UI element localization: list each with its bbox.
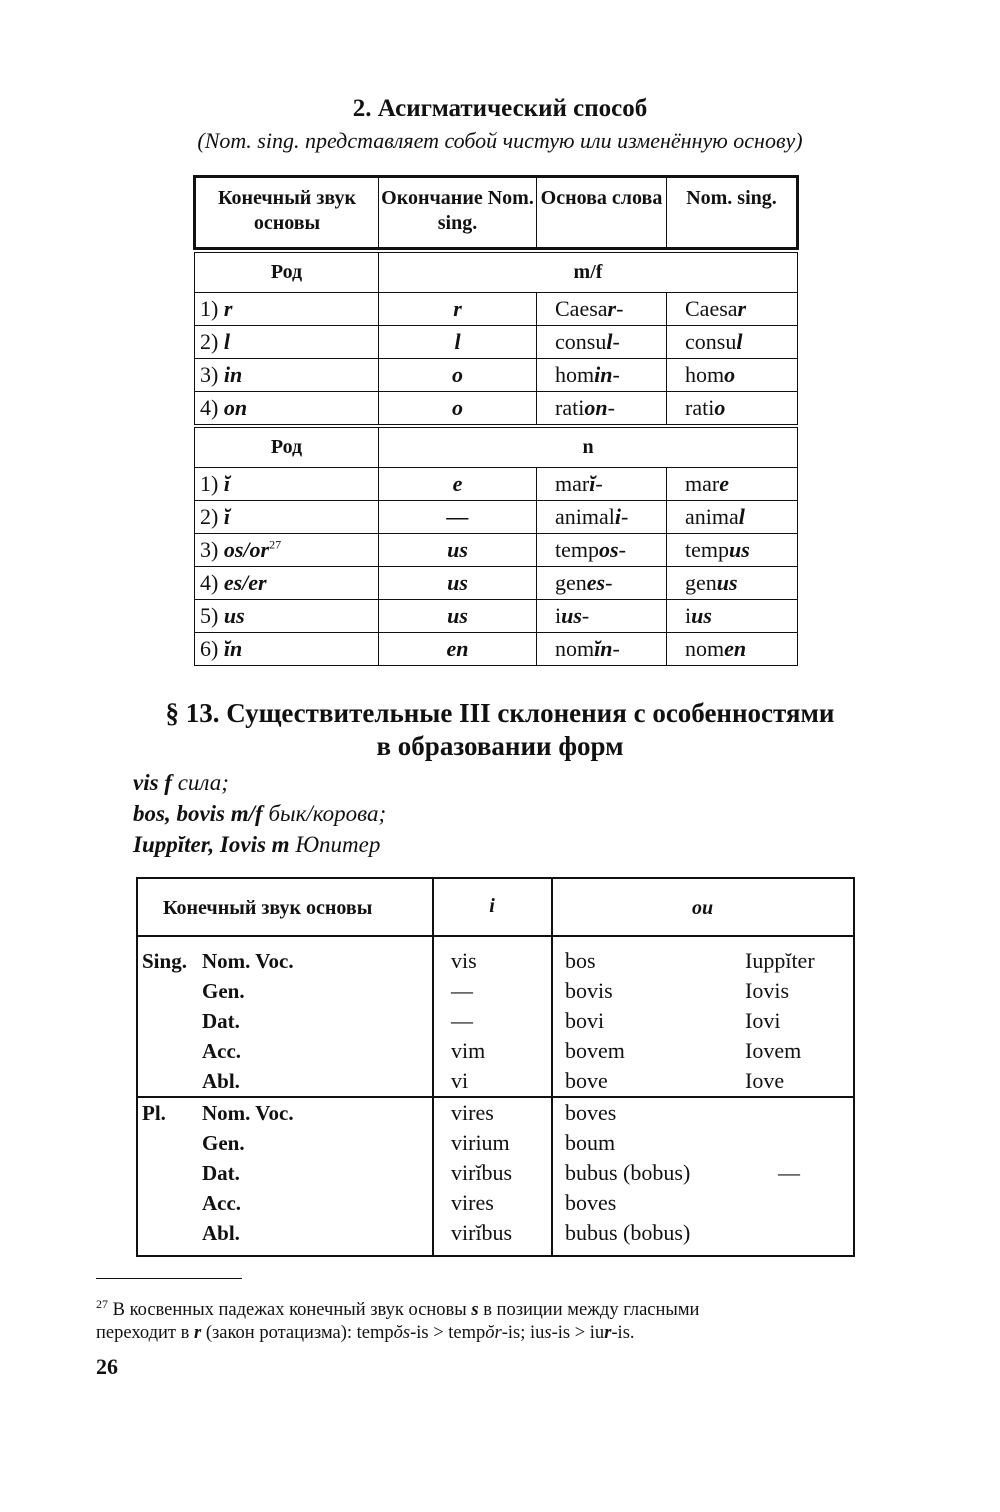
stem-hyphen: - — [612, 362, 620, 387]
row-number: 1) — [200, 296, 224, 321]
footnote-emph: ŏs — [393, 1323, 411, 1343]
form-bos: bubus (bobus) — [565, 1160, 691, 1185]
form-bos: bubus (bobus) — [565, 1220, 691, 1245]
form-i: vires — [451, 1100, 494, 1125]
stem-highlight: ĭn — [594, 636, 613, 661]
table2-header-stem-sound: Конечный звук основы — [163, 897, 373, 919]
nom-text: i — [685, 603, 692, 628]
example-line — [133, 801, 386, 827]
word-stem-cell — [537, 600, 667, 633]
stem-sound: ĭn — [223, 636, 243, 661]
case-label: Dat. — [202, 1161, 240, 1185]
nom-text: gen — [685, 570, 717, 595]
nom-text: temp — [685, 537, 729, 562]
stem-sound-cell — [195, 359, 379, 392]
nom-text: nom — [685, 636, 725, 661]
case-label: Abl. — [202, 1221, 240, 1245]
nom-sing-cell — [667, 293, 798, 326]
stem-hyphen: - — [605, 570, 613, 595]
header-ending: Окончание Nom. sing. — [379, 177, 537, 249]
footnote-emph: ŏr — [485, 1323, 502, 1343]
stem-text: Caesa — [555, 296, 608, 321]
stem-sound: us — [223, 603, 245, 628]
row-number: 3) — [200, 362, 224, 387]
table-row — [195, 534, 798, 567]
footnote-emph: r — [604, 1323, 612, 1343]
form-i: — — [451, 1008, 473, 1033]
table-row — [195, 567, 798, 600]
table-row — [195, 293, 798, 326]
footnote-emph: r — [193, 1323, 202, 1343]
section-13-title-line2: в образовании форм — [376, 731, 624, 761]
stem-highlight: on — [584, 395, 608, 420]
stem-sound-cell — [195, 501, 379, 534]
ending-cell: — — [379, 501, 537, 534]
form-i: vis — [451, 948, 477, 973]
footnote-text: -is. — [611, 1323, 635, 1343]
stem-text: mar — [555, 471, 590, 496]
form-i: vi — [451, 1068, 469, 1093]
section-title: 2. Асигматический способ — [352, 95, 648, 122]
nom-sing-cell — [667, 326, 798, 359]
word-stem-cell — [537, 326, 667, 359]
stem-hyphen: - — [612, 329, 620, 354]
gender-row — [195, 253, 798, 293]
header-word-stem: Основа слова — [537, 177, 667, 249]
stem-sound-cell — [195, 534, 379, 567]
nom-text: hom — [685, 362, 725, 387]
form-i: virium — [451, 1130, 510, 1155]
form-i: vires — [451, 1190, 494, 1215]
nom-text: Caesa — [685, 296, 738, 321]
nom-sing-cell — [667, 501, 798, 534]
table-row — [195, 359, 798, 392]
stem-sound-cell — [195, 633, 379, 666]
table-row — [195, 501, 798, 534]
footnote-text: -is > temp — [410, 1323, 486, 1343]
word-stem-cell — [537, 501, 667, 534]
stem-sound-cell — [195, 392, 379, 425]
case-label: Acc. — [202, 1191, 242, 1215]
stem-hyphen: - — [612, 636, 620, 661]
word-stem-cell — [537, 359, 667, 392]
ending-cell: l — [379, 326, 537, 359]
stem-hyphen: - — [616, 296, 624, 321]
stem-highlight: i — [614, 504, 621, 529]
word-stem-cell — [537, 534, 667, 567]
case-label: Acc. — [202, 1039, 242, 1063]
gender-label: Род — [195, 253, 379, 293]
stem-sound-cell — [195, 326, 379, 359]
ending-cell: en — [379, 633, 537, 666]
nom-sing-cell — [667, 359, 798, 392]
table-row — [195, 633, 798, 666]
gender-value: n — [379, 428, 798, 468]
nom-sing-cell — [667, 534, 798, 567]
footnote-text: -is; iu — [501, 1323, 545, 1343]
case-label: Dat. — [202, 1009, 240, 1033]
word-stem-cell — [537, 392, 667, 425]
table-row — [195, 600, 798, 633]
stem-sound: in — [223, 362, 243, 387]
gender-value: m/f — [379, 253, 798, 293]
column-divider — [551, 877, 553, 1255]
row-number: 4) — [200, 395, 224, 420]
footnote-rule — [96, 1278, 242, 1279]
row-number: 1) — [200, 471, 224, 496]
nom-highlight: l — [738, 504, 745, 529]
stem-highlight: in — [594, 362, 613, 387]
word-stem-cell — [537, 633, 667, 666]
stem-highlight: es — [586, 570, 606, 595]
table-row — [195, 468, 798, 501]
stem-highlight: l — [606, 329, 613, 354]
form-iuppiter: Iovi — [745, 1008, 781, 1033]
case-label: Nom. Voc. — [202, 1101, 294, 1125]
nom-sing-cell — [667, 392, 798, 425]
form-i: virĭbus — [451, 1160, 513, 1185]
nom-highlight: e — [719, 471, 729, 496]
form-iuppiter: Iuppĭter — [745, 948, 815, 973]
example-word: Iuppĭter, Iovis m — [133, 832, 290, 857]
stem-text: nom — [555, 636, 595, 661]
footnote-ref: 27 — [269, 537, 282, 552]
word-stem-cell — [537, 468, 667, 501]
word-stem-cell — [537, 567, 667, 600]
footnote-marker: 27 — [96, 1297, 108, 1311]
stem-hyphen: - — [607, 395, 615, 420]
footnote-text: -is > iu — [551, 1323, 605, 1343]
stem-sound: ĭ — [223, 471, 230, 496]
stem-sound: ĭ — [223, 504, 230, 529]
stem-sound: r — [223, 296, 233, 321]
nom-text: mar — [685, 471, 720, 496]
example-word: vis f — [133, 770, 172, 795]
header-stem-sound: Конечный звук основы — [195, 177, 379, 249]
stem-text: hom — [555, 362, 595, 387]
form-bos: bos — [565, 948, 596, 973]
footnote-text: (закон ротацизма): temp — [201, 1323, 394, 1343]
nom-highlight: o — [714, 395, 726, 420]
example-translation: сила; — [171, 770, 229, 795]
nom-text: anima — [685, 504, 739, 529]
form-bos: bovem — [565, 1038, 625, 1063]
case-label: Gen. — [202, 1131, 245, 1155]
nom-highlight: o — [724, 362, 736, 387]
form-bos: boum — [565, 1130, 616, 1155]
row-number: 5) — [200, 603, 224, 628]
nom-sing-cell — [667, 468, 798, 501]
header-nom-sing: Nom. sing. — [667, 177, 798, 249]
ending-cell: e — [379, 468, 537, 501]
table-header-row — [195, 177, 798, 249]
nom-highlight: us — [691, 603, 712, 628]
example-line — [133, 770, 229, 796]
form-iuppiter-empty: — — [778, 1160, 800, 1185]
header-divider — [136, 935, 853, 937]
nom-highlight: en — [724, 636, 747, 661]
stem-text: gen — [555, 570, 587, 595]
example-translation: бык/корова; — [262, 801, 387, 826]
row-number: 3) — [200, 537, 224, 562]
asigmatic-table — [193, 175, 799, 666]
row-number: 2) — [200, 504, 224, 529]
form-bos: bove — [565, 1068, 608, 1093]
stem-highlight: us — [561, 603, 582, 628]
nom-highlight: us — [716, 570, 738, 595]
footnote-line2 — [96, 1319, 956, 1348]
stem-text: temp — [555, 537, 599, 562]
stem-sound-cell — [195, 293, 379, 326]
column-divider — [432, 877, 434, 1255]
footnote-emph: s — [471, 1300, 479, 1321]
form-iuppiter: Iovis — [745, 978, 789, 1003]
example-translation: Юпитер — [289, 832, 381, 857]
ending-cell: o — [379, 359, 537, 392]
row-number: 4) — [200, 570, 224, 595]
section-subtitle: (Nom. sing. представляет собой чистую или изменённую основу) — [197, 128, 803, 153]
gender-row — [195, 428, 798, 468]
case-label: Gen. — [202, 979, 245, 1003]
form-i: — — [451, 978, 473, 1003]
ending-cell: us — [379, 600, 537, 633]
table-row — [195, 326, 798, 359]
ending-cell: o — [379, 392, 537, 425]
nom-highlight: r — [737, 296, 747, 321]
nom-sing-cell — [667, 633, 798, 666]
stem-hyphen: - — [581, 603, 590, 628]
form-i: virĭbus — [451, 1220, 513, 1245]
stem-text: consu — [555, 329, 607, 354]
stem-hyphen: - — [618, 537, 626, 562]
form-iuppiter: Iove — [745, 1068, 785, 1093]
gender-label: Род — [195, 428, 379, 468]
stem-hyphen: - — [621, 504, 629, 529]
row-number: 6) — [200, 636, 224, 661]
table2-header-i: i — [489, 895, 495, 917]
stem-text: animal — [555, 504, 615, 529]
stem-highlight: os — [599, 537, 619, 562]
example-word: bos, bovis m/f — [133, 801, 263, 826]
form-i: vim — [451, 1038, 486, 1063]
stem-sound: os/or — [223, 537, 270, 562]
nom-sing-cell — [667, 600, 798, 633]
footnote-text: В косвенных падежах конечный звук основы — [108, 1300, 472, 1321]
stem-highlight: r — [607, 296, 617, 321]
ending-cell: us — [379, 567, 537, 600]
example-line — [133, 832, 380, 858]
stem-sound-cell — [195, 567, 379, 600]
stem-text: rati — [555, 395, 585, 420]
nom-text: rati — [685, 395, 715, 420]
form-bos: bovis — [565, 978, 613, 1003]
form-bos: bovi — [565, 1008, 605, 1033]
word-stem-cell — [537, 293, 667, 326]
singular-label: Sing. — [142, 949, 187, 973]
row-number: 2) — [200, 329, 224, 354]
ending-cell: us — [379, 534, 537, 567]
page-number: 26 — [96, 1354, 118, 1379]
section-13-title: § 13. Существительные III склонения с особенностями — [165, 698, 835, 728]
ending-cell: r — [379, 293, 537, 326]
stem-sound-cell — [195, 600, 379, 633]
stem-highlight: ĭ — [589, 471, 596, 496]
footnote-text: переходит в — [96, 1323, 194, 1343]
plural-label: Pl. — [142, 1101, 166, 1125]
footnote-emph: s — [544, 1323, 552, 1343]
stem-sound: on — [223, 395, 248, 420]
table2-header-ou: ou — [691, 897, 714, 919]
footnote-text: в позиции между гласными — [478, 1300, 700, 1321]
stem-sound: l — [223, 329, 230, 354]
stem-sound: es/er — [223, 570, 267, 595]
stem-sound-cell — [195, 468, 379, 501]
nom-text: consu — [685, 329, 737, 354]
table-row — [195, 392, 798, 425]
form-iuppiter: Iovem — [745, 1038, 802, 1063]
stem-text: i — [555, 603, 562, 628]
case-label: Nom. Voc. — [202, 949, 294, 973]
nom-highlight: us — [729, 537, 750, 562]
case-label: Abl. — [202, 1069, 240, 1093]
form-bos: boves — [565, 1100, 617, 1125]
form-bos: boves — [565, 1190, 617, 1215]
nom-highlight: l — [736, 329, 743, 354]
stem-hyphen: - — [595, 471, 603, 496]
nom-sing-cell — [667, 567, 798, 600]
